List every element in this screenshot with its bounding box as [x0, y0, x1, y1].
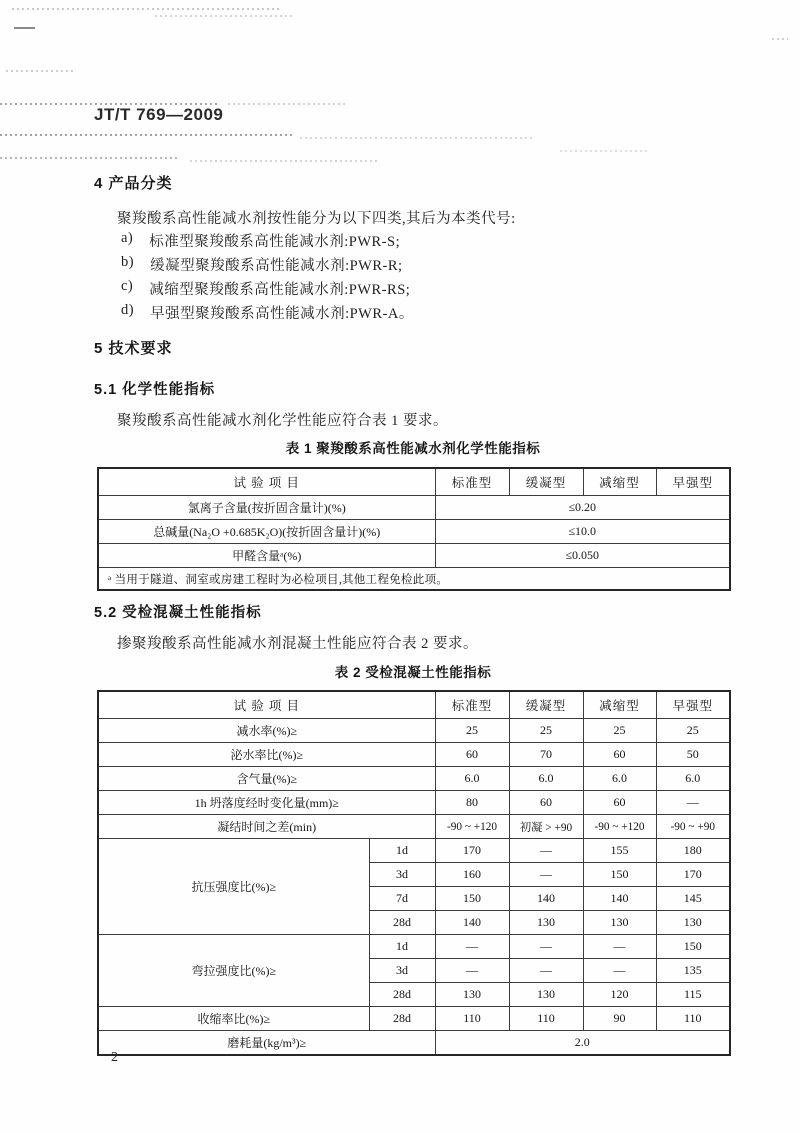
table2-cell: 110	[656, 1007, 730, 1031]
table2-row-item: 抗压强度比(%)≥	[98, 839, 369, 935]
table1-header-type: 标准型	[435, 468, 509, 496]
table2-row-item: 减水率(%)≥	[98, 719, 435, 743]
table2-row	[98, 791, 730, 815]
table2-row-item: 磨耗量(kg/m³)≥	[98, 1031, 435, 1056]
table2	[97, 690, 731, 1056]
section5-1-heading: 5.1 化学性能指标	[94, 382, 216, 398]
table2-row-item: 泌水率比(%)≥	[98, 743, 435, 767]
list-item-label: d)	[121, 302, 135, 318]
table2-row	[98, 815, 730, 839]
list-item-text: 减缩型聚羧酸系高性能减水剂:PWR-RS;	[149, 282, 411, 298]
table1	[97, 467, 731, 591]
table2-age-cell: 7d	[369, 887, 435, 911]
table2-cell: —	[509, 863, 583, 887]
section4-heading: 4 产品分类	[94, 175, 173, 192]
list-item	[121, 254, 403, 275]
section5-2-heading: 5.2 受检混凝土性能指标	[94, 605, 262, 621]
table1-row-item: 总碱量(Na₂O +0.685K₂O)(按折固含量计)(%)	[98, 520, 435, 544]
table1-header-row	[98, 468, 730, 496]
scan-artifact	[190, 160, 378, 162]
table2-header-type: 早强型	[656, 691, 730, 719]
table2-cell: 110	[509, 1007, 583, 1031]
table2-row-item: 收缩率比(%)≥	[98, 1007, 369, 1031]
section5-heading: 5 技术要求	[94, 340, 173, 357]
scan-artifact	[155, 15, 295, 17]
table1-header-type: 早强型	[656, 468, 730, 496]
table2-cell: 25	[509, 719, 583, 743]
table2-age-cell: 28d	[369, 911, 435, 935]
table2-cell: 6.0	[509, 767, 583, 791]
scan-artifact	[300, 137, 535, 139]
table2-age-cell: 1d	[369, 839, 435, 863]
table2-row-item: 1h 坍落度经时变化量(mm)≥	[98, 791, 435, 815]
table2-header-type: 缓凝型	[509, 691, 583, 719]
table1-header-type: 缓凝型	[509, 468, 583, 496]
list-item-text: 标准型聚羧酸系高性能减水剂:PWR-S;	[149, 234, 401, 250]
list-item	[121, 230, 400, 251]
table2-cell: 25	[435, 719, 509, 743]
table2-cell: 140	[435, 911, 509, 935]
table1-row	[98, 496, 730, 520]
table2-cell: 155	[583, 839, 656, 863]
table2-age-cell: 28d	[369, 983, 435, 1007]
table2-cell: 170	[656, 863, 730, 887]
table2-row	[98, 743, 730, 767]
list-item	[121, 302, 414, 323]
table2-cell: -90 ~ +120	[583, 815, 656, 839]
table2-row	[98, 839, 730, 863]
list-item-label: b)	[121, 254, 135, 270]
table2-cell: 130	[583, 911, 656, 935]
table2-row	[98, 935, 730, 959]
table2-row-item: 含气量(%)≥	[98, 767, 435, 791]
table2-cell: 120	[583, 983, 656, 1007]
table2-cell: 6.0	[656, 767, 730, 791]
table1-row-value: ≤0.050	[435, 544, 730, 568]
table1-row	[98, 520, 730, 544]
table2-header-type: 标准型	[435, 691, 509, 719]
scan-artifact	[14, 27, 35, 29]
table1-note: ᵃ 当用于隧道、洞室或房建工程时为必检项目,其他工程免检此项。	[98, 568, 730, 591]
table1-row-value: ≤0.20	[435, 496, 730, 520]
table2-cell: 80	[435, 791, 509, 815]
scan-artifact	[12, 8, 280, 10]
table2-cell: 150	[656, 935, 730, 959]
table1-caption: 表 1 聚羧酸系高性能减水剂化学性能指标	[285, 441, 541, 456]
table2-cell: —	[509, 959, 583, 983]
list-item	[121, 278, 410, 299]
table1-header-type: 减缩型	[583, 468, 656, 496]
table2-cell: —	[435, 959, 509, 983]
table2-cell: 60	[509, 791, 583, 815]
table2-cell: 160	[435, 863, 509, 887]
table2-cell: 180	[656, 839, 730, 863]
table2-cell: 150	[435, 887, 509, 911]
table2-cell: 90	[583, 1007, 656, 1031]
table2-age-cell: 1d	[369, 935, 435, 959]
table2-cell: 140	[583, 887, 656, 911]
table2-cell: -90 ~ +90	[656, 815, 730, 839]
table1-row-item: 甲醛含量ᵃ(%)	[98, 544, 435, 568]
table2-cell: —	[656, 791, 730, 815]
scan-artifact	[228, 103, 346, 105]
table2-cell: 135	[656, 959, 730, 983]
table1-row-value: ≤10.0	[435, 520, 730, 544]
page-number: 2	[111, 1050, 118, 1065]
table2-cell: 6.0	[435, 767, 509, 791]
table2-row-item: 弯拉强度比(%)≥	[98, 935, 369, 1007]
section5-2-body: 掺聚羧酸系高性能减水剂混凝土性能应符合表 2 要求。	[117, 636, 478, 652]
table2-cell: —	[583, 935, 656, 959]
scan-artifact	[0, 134, 292, 136]
table2-header-type: 减缩型	[583, 691, 656, 719]
table2-cell: 初凝 > +90	[509, 815, 583, 839]
section4-intro: 聚羧酸系高性能减水剂按性能分为以下四类,其后为本类代号:	[117, 211, 516, 227]
table2-cell: 130	[435, 983, 509, 1007]
table2-cell: 170	[435, 839, 509, 863]
table2-cell: 150	[583, 863, 656, 887]
table2-cell: 140	[509, 887, 583, 911]
table2-cell: —	[435, 935, 509, 959]
table2-row	[98, 767, 730, 791]
table2-cell: 130	[509, 983, 583, 1007]
table2-cell: 115	[656, 983, 730, 1007]
table1-row-item: 氯离子含量(按折固含量计)(%)	[98, 496, 435, 520]
table2-cell: 6.0	[583, 767, 656, 791]
table2-cell: 130	[656, 911, 730, 935]
table2-row	[98, 1031, 730, 1056]
list-item-label: c)	[121, 278, 134, 294]
table2-cell: 110	[435, 1007, 509, 1031]
table2-age-cell: 3d	[369, 959, 435, 983]
table2-header-row	[98, 691, 730, 719]
table2-cell: 2.0	[435, 1031, 730, 1056]
table2-caption: 表 2 受检混凝土性能指标	[334, 665, 492, 680]
table2-cell: 25	[583, 719, 656, 743]
table2-age-cell: 3d	[369, 863, 435, 887]
table2-cell: —	[509, 839, 583, 863]
table2-header-item: 试 验 项 目	[98, 691, 435, 719]
scan-artifact	[772, 38, 788, 40]
scan-artifact	[0, 157, 180, 159]
table2-cell: 60	[435, 743, 509, 767]
table2-row	[98, 719, 730, 743]
table2-cell: 60	[583, 791, 656, 815]
list-item-label: a)	[121, 230, 134, 246]
table2-cell: -90 ~ +120	[435, 815, 509, 839]
table2-cell: —	[509, 935, 583, 959]
scan-artifact	[6, 70, 76, 72]
table2-cell: 145	[656, 887, 730, 911]
table2-cell: 70	[509, 743, 583, 767]
table1-note-row	[98, 568, 730, 591]
table2-cell: 60	[583, 743, 656, 767]
table2-cell: 130	[509, 911, 583, 935]
table2-row	[98, 1007, 730, 1031]
list-item-text: 早强型聚羧酸系高性能减水剂:PWR-A。	[150, 306, 414, 322]
table2-cell: 50	[656, 743, 730, 767]
table2-cell: —	[583, 959, 656, 983]
scan-artifact	[560, 150, 650, 152]
doc-number: JT/T 769—2009	[94, 105, 224, 124]
table2-cell: 25	[656, 719, 730, 743]
section5-1-body: 聚羧酸系高性能减水剂化学性能应符合表 1 要求。	[117, 413, 448, 429]
table1-header-item: 试 验 项 目	[98, 468, 435, 496]
list-item-text: 缓凝型聚羧酸系高性能减水剂:PWR-R;	[150, 258, 403, 274]
table2-row-item: 凝结时间之差(min)	[98, 815, 435, 839]
table1-row	[98, 544, 730, 568]
table2-age-cell: 28d	[369, 1007, 435, 1031]
